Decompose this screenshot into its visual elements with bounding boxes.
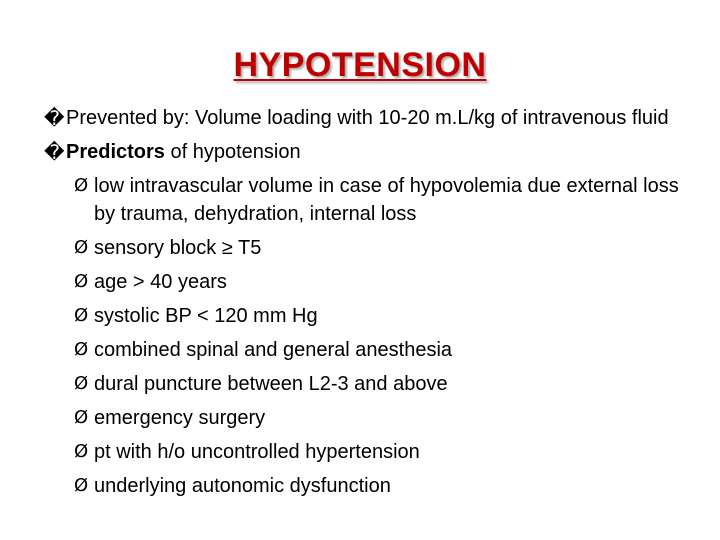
bullet-text: of hypotension: [164, 141, 301, 163]
sub-item: [44, 302, 694, 330]
sub-item-text: age > 40 years: [94, 271, 227, 293]
sub-item-text: emergency surgery: [94, 407, 266, 429]
slide-title: HYPOTENSION: [233, 46, 487, 84]
sub-item: [44, 336, 694, 364]
sub-item: [44, 438, 694, 466]
arrow-bullet-icon: Ø: [74, 373, 89, 394]
bullet-marker-icon: �: [44, 106, 65, 130]
arrow-bullet-icon: Ø: [74, 175, 89, 196]
sub-item-text: pt with h/o uncontrolled hypertension: [94, 441, 420, 463]
arrow-bullet-icon: Ø: [74, 475, 89, 496]
sub-item: [44, 234, 694, 262]
arrow-bullet-icon: Ø: [74, 339, 89, 360]
bullet-predictors: [44, 138, 694, 166]
arrow-bullet-icon: Ø: [74, 271, 89, 292]
bullet-text: Prevented by: Volume loading with 10-20 m.L/kg of intravenous fluid: [66, 107, 669, 129]
sub-item-text: systolic BP < 120 mm Hg: [94, 305, 318, 327]
sub-item-text: underlying autonomic dysfunction: [94, 475, 391, 497]
sub-item-text: sensory block ≥ T5: [94, 237, 262, 259]
sub-item-text: combined spinal and general anesthesia: [94, 339, 453, 361]
sub-item: [44, 472, 694, 500]
bullet-marker-icon: �: [44, 140, 65, 164]
sub-item: [44, 370, 694, 398]
sub-item-text: low intravascular volume in case of hypovolemia due external loss by trauma, dehydration, internal loss: [94, 175, 679, 225]
arrow-bullet-icon: Ø: [74, 305, 89, 326]
sub-item: [44, 172, 694, 228]
sub-item: [44, 268, 694, 296]
arrow-bullet-icon: Ø: [74, 237, 89, 258]
arrow-bullet-icon: Ø: [74, 407, 89, 428]
bullet-lead-bold: Predictors: [66, 141, 165, 163]
arrow-bullet-icon: Ø: [74, 441, 89, 462]
slide-content: [44, 104, 694, 506]
bullet-prevented-by: [44, 104, 694, 132]
sub-item-text: dural puncture between L2-3 and above: [94, 373, 448, 395]
sub-item: [44, 404, 694, 432]
